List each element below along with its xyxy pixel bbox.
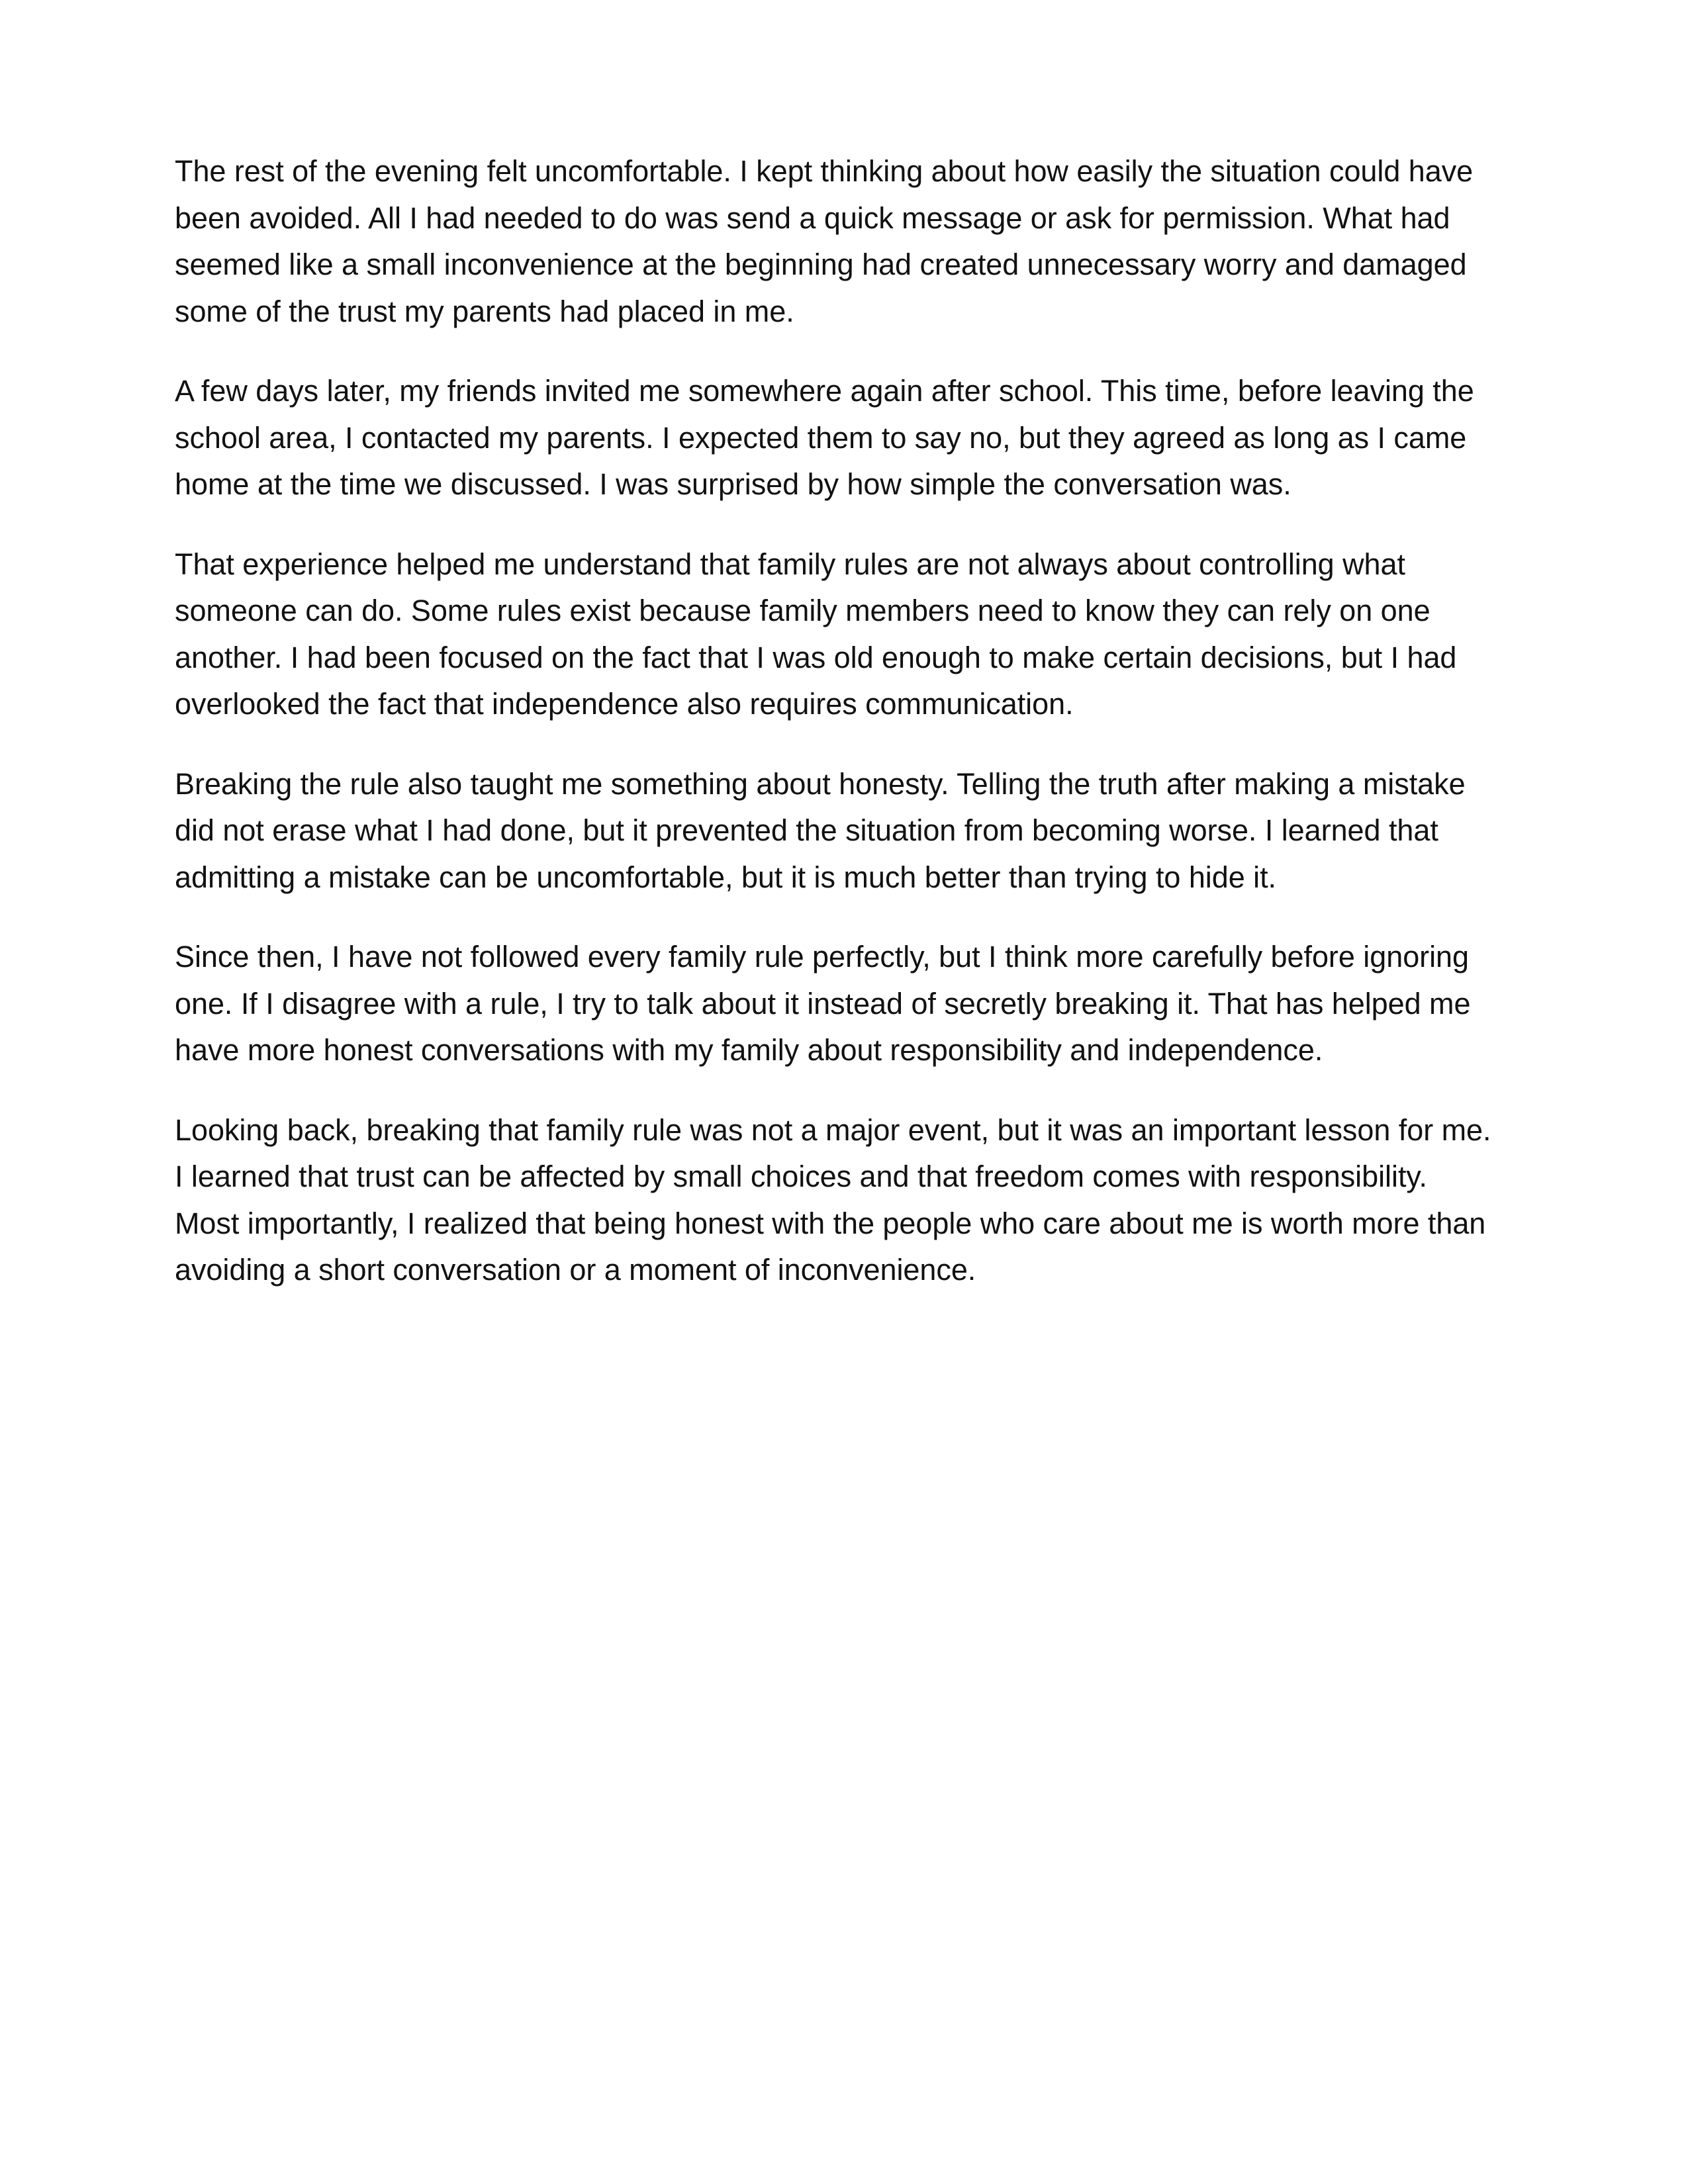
paragraph-line: some of the trust my parents had placed in me. [175,294,794,328]
paragraph-6 [175,1107,1538,1294]
paragraph-line: been avoided. All I had needed to do was send a quick message or ask for permission. What had [175,201,1450,235]
paragraph-1 [175,148,1538,335]
paragraph-line: Most importantly, I realized that being honest with the people who care about me is worth more than [175,1206,1486,1240]
paragraph-line: home at the time we discussed. I was surprised by how simple the conversation was. [175,467,1291,501]
paragraph-4 [175,761,1538,901]
paragraph-line: someone can do. Some rules exist because family members need to know they can rely on one [175,594,1430,627]
paragraph-line: Looking back, breaking that family rule was not a major event, but it was an important lesson for me. [175,1113,1491,1147]
document-body [175,148,1538,1294]
paragraph-line: I learned that trust can be affected by small choices and that freedom comes with responsibility. [175,1160,1427,1193]
paragraph-line: did not erase what I had done, but it prevented the situation from becoming worse. I learned that [175,813,1438,847]
paragraph-line: have more honest conversations with my family about responsibility and independence. [175,1033,1323,1067]
paragraph-3 [175,541,1538,728]
paragraph-line: admitting a mistake can be uncomfortable, but it is much better than trying to hide it. [175,860,1277,894]
paragraph-line: Breaking the rule also taught me something about honesty. Telling the truth after making a mistake [175,766,1466,801]
paragraph-line: That experience helped me understand that family rules are not always about controlling what [175,547,1405,581]
paragraph-line: overlooked the fact that independence also requires communication. [175,687,1074,721]
paragraph-5 [175,934,1538,1074]
paragraph-line: seemed like a small inconvenience at the beginning had created unnecessary worry and damaged [175,248,1467,281]
paragraph-line: A few days later, my friends invited me somewhere again after school. This time, before leaving the [175,374,1474,408]
paragraph-line: The rest of the evening felt uncomfortable. I kept thinking about how easily the situation could have [175,154,1474,188]
paragraph-2 [175,368,1538,508]
paragraph-line: school area, I contacted my parents. I expected them to say no, but they agreed as long as I came [175,420,1467,455]
paragraph-line: Since then, I have not followed every family rule perfectly, but I think more carefully before ignoring [175,940,1470,974]
paragraph-line: avoiding a short conversation or a moment of inconvenience. [175,1253,976,1287]
paragraph-line: one. If I disagree with a rule, I try to talk about it instead of secretly breaking it. That has helped me [175,986,1471,1021]
paragraph-line: another. I had been focused on the fact that I was old enough to make certain decisions, but I had [175,640,1457,674]
